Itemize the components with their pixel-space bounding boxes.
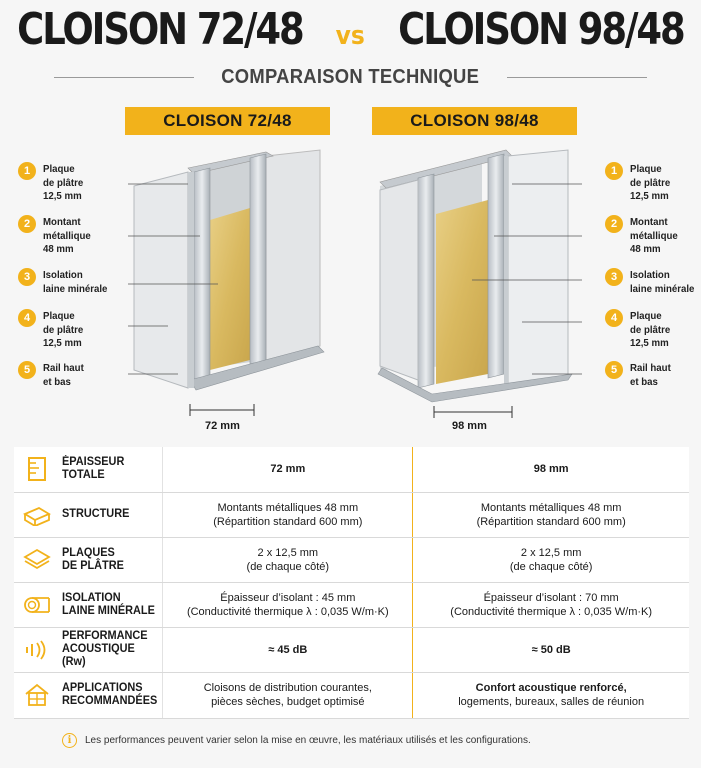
right-dimension-label: 98 mm <box>452 420 487 432</box>
comparison-table <box>14 447 689 719</box>
legend-label: Montant métallique 48 mm <box>630 216 678 255</box>
wall-98-illustration <box>372 148 582 428</box>
main-title <box>0 4 701 55</box>
frame-icon <box>22 500 52 530</box>
right-title: CLOISON 98/48 <box>397 4 684 55</box>
legend-label: Rail haut et bas <box>43 362 84 388</box>
info-icon: i <box>62 733 77 748</box>
divider-line <box>54 77 194 78</box>
legend-number: 2 <box>18 215 36 233</box>
legend-label: Plaque de plâtre 12,5 mm <box>630 310 671 349</box>
house-icon <box>22 680 52 710</box>
vs-label: vs <box>335 21 366 51</box>
layers-icon <box>22 545 52 575</box>
row-label: PLAQUES DE PLÂTRE <box>62 546 124 572</box>
legend-item-4 <box>18 310 87 351</box>
table-row <box>14 582 689 627</box>
wool-roll-icon <box>22 590 52 620</box>
divider-line <box>507 77 647 78</box>
cell-72: ≈ 45 dB <box>163 627 413 672</box>
legend-number: 4 <box>18 309 36 327</box>
legend-number: 4 <box>605 309 623 327</box>
cell-72: 2 x 12,5 mm (de chaque côté) <box>163 537 413 582</box>
cell-98: Montants métalliques 48 mm (Répartition standard 600 mm) <box>413 492 689 537</box>
footer-text: Les performances peuvent varier selon la mise en œuvre, les matériaux utilisés et les configurations. <box>85 735 531 746</box>
cell-72: Cloisons de distribution courantes, pièces sèches, budget optimisé <box>163 672 413 718</box>
wall-72-illustration <box>128 148 328 428</box>
legend-label: Isolation laine minérale <box>43 269 108 295</box>
cell-98: Épaisseur d’isolant : 70 mm (Conductivité thermique λ : 0,035 W/m·K) <box>413 582 689 627</box>
legend-label: Plaque de plâtre 12,5 mm <box>43 310 84 349</box>
cell-72: 72 mm <box>163 447 413 492</box>
legend-item-2 <box>605 216 682 257</box>
row-label: PERFORMANCE ACOUSTIQUE (Rw) <box>62 630 148 668</box>
legend-item-3 <box>605 269 700 296</box>
legend-number: 1 <box>605 162 623 180</box>
legend-label: Isolation laine minérale <box>630 269 695 295</box>
right-badge: CLOISON 98/48 <box>372 107 577 135</box>
legend-number: 3 <box>18 268 36 286</box>
cell-72: Épaisseur d’isolant : 45 mm (Conductivité thermique λ : 0,035 W/m·K) <box>163 582 413 627</box>
legend-number: 2 <box>605 215 623 233</box>
ruler-icon <box>22 454 52 484</box>
legend-label: Montant métallique 48 mm <box>43 216 91 255</box>
legend-number: 3 <box>605 268 623 286</box>
cell-98-strong: Confort acoustique renforcé, <box>475 682 627 694</box>
legend-number: 5 <box>18 361 36 379</box>
legend-label: Plaque de plâtre 12,5 mm <box>630 163 671 202</box>
legend-item-1 <box>18 163 87 204</box>
subtitle-text: COMPARAISON TECHNIQUE <box>221 66 480 88</box>
legend-number: 5 <box>605 361 623 379</box>
footer-note <box>62 733 531 748</box>
sound-waves-icon <box>22 635 52 665</box>
cell-72: Montants métalliques 48 mm (Répartition standard 600 mm) <box>163 492 413 537</box>
table-row <box>14 492 689 537</box>
left-dimension-label: 72 mm <box>205 420 240 432</box>
cell-98: ≈ 50 dB <box>413 627 689 672</box>
cell-98: 2 x 12,5 mm (de chaque côté) <box>413 537 689 582</box>
cell-98 <box>413 672 689 718</box>
legend-item-2 <box>18 216 95 257</box>
legend-item-5 <box>18 362 87 389</box>
table-row <box>14 672 689 718</box>
left-badge: CLOISON 72/48 <box>125 107 330 135</box>
table-row <box>14 537 689 582</box>
legend-item-1 <box>605 163 674 204</box>
legend-item-4 <box>605 310 674 351</box>
row-label: STRUCTURE <box>62 508 130 520</box>
table-row <box>14 447 689 492</box>
subtitle <box>0 66 701 89</box>
row-label: APPLICATIONS RECOMMANDÉES <box>62 682 158 707</box>
legend-item-3 <box>18 269 113 296</box>
row-label: ÉPAISSEUR TOTALE <box>62 456 125 482</box>
row-label: ISOLATION LAINE MINÉRALE <box>62 591 155 617</box>
cell-98-text: logements, bureaux, salles de réunion <box>458 696 645 708</box>
legend-item-5 <box>605 362 674 389</box>
legend-label: Rail haut et bas <box>630 362 671 388</box>
left-title: CLOISON 72/48 <box>17 4 304 55</box>
legend-label: Plaque de plâtre 12,5 mm <box>43 163 84 202</box>
cell-98: 98 mm <box>413 447 689 492</box>
legend-number: 1 <box>18 162 36 180</box>
table-row <box>14 627 689 672</box>
